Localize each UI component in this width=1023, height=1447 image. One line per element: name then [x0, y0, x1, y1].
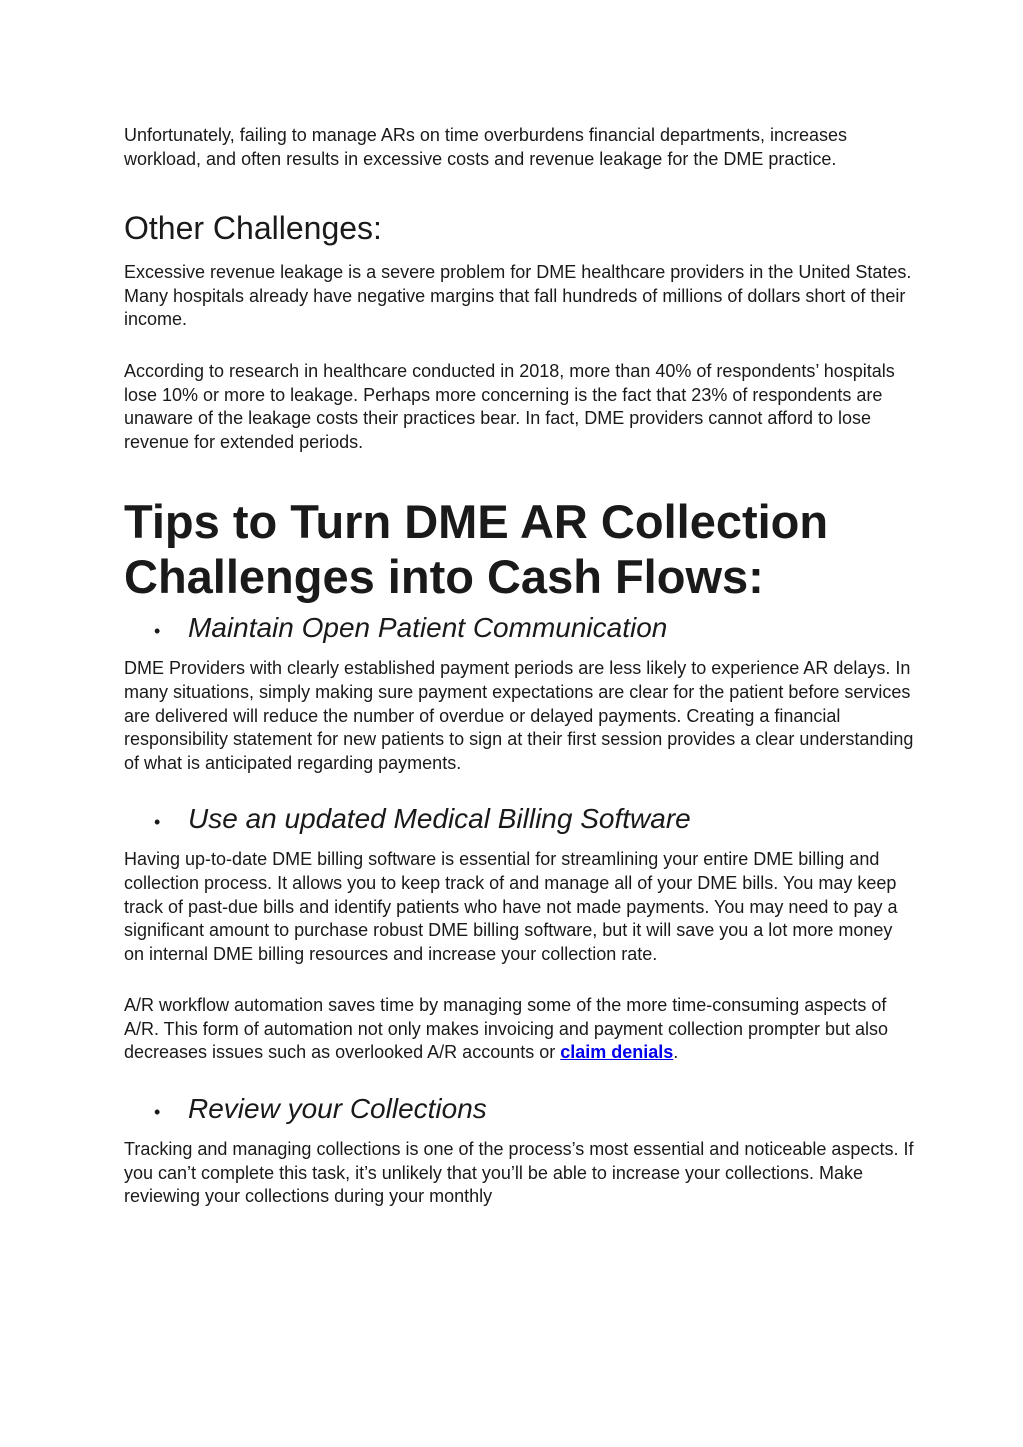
other-challenges-paragraph-2: According to research in healthcare conducted in 2018, more than 40% of respondents’ hospitals lose 10% or more to leakage. Perhaps more concerning is the fact that 23% of respondents are unaware of the leakage costs their practices bear. In fact, DME providers cannot afford to lose revenue for extended periods. — [124, 360, 895, 452]
tip-billing-software-paragraph: Having up-to-date DME billing software is essential for streamlining your entire DME billing and collection process. It allows you to keep track of and manage all of your DME bills. You may keep track of past-due bills and identify patients who have not made payments. You may need to pay a significant amount to purchase robust DME billing software, but it will save you a lot more money on internal DME billing resources and increase your collection rate. — [124, 849, 898, 964]
tip-bullet-billing-software — [124, 799, 914, 842]
document-page — [124, 124, 914, 1209]
bullet-dot-icon: • — [154, 1102, 161, 1123]
tip-title-billing-software: Use an updated Medical Billing Software — [188, 803, 691, 835]
claim-denials-link[interactable]: claim denials — [560, 1042, 674, 1063]
bullet-dot-icon: • — [154, 621, 161, 642]
tip-automation-paragraph — [124, 994, 914, 1065]
tip-title-communication: Maintain Open Patient Communication — [188, 612, 668, 644]
tip-communication-paragraph: DME Providers with clearly established payment periods are less likely to experience AR delays. In many situations, simply making sure payment expectations are clear for the patient before services are delivered will reduce the number of overdue or delayed payments. Creating a financial responsibility statement for new patients to sign at their first session provides a clear understanding of what is anticipated regarding payments. — [124, 658, 914, 773]
other-challenges-heading: Other Challenges: — [124, 210, 382, 247]
tip-bullet-communication — [124, 608, 914, 651]
tip-review-collections-paragraph: Tracking and managing collections is one of the process’s most essential and noticeable aspects. If you can’t complete this task, it’s unlikely that you’ll be able to increase your collections. Make reviewing your collections during your monthly — [124, 1139, 914, 1207]
tip-bullet-review-collections — [124, 1089, 914, 1132]
intro-paragraph: Unfortunately, failing to manage ARs on time overburdens financial departments, increases workload, and often results in excessive costs and revenue leakage for the DME practice. — [124, 125, 848, 169]
tips-heading: Tips to Turn DME AR Collection Challenges into Cash Flows: — [124, 495, 829, 604]
other-challenges-paragraph-1: Excessive revenue leakage is a severe problem for DME healthcare providers in the United States. Many hospitals already have negative margins that fall hundreds of millions of dollars short of their income. — [124, 262, 912, 330]
tip-title-review-collections: Review your Collections — [188, 1093, 487, 1125]
automation-text: A/R workflow automation saves time by managing some of the more time-consuming aspects of A/R. This form of automation not only makes invoicing and payment collection prompter but also decreases issues such as overlooked A/R accounts or — [124, 995, 889, 1063]
bullet-dot-icon: • — [154, 812, 161, 833]
automation-text-end: . — [673, 1042, 679, 1063]
